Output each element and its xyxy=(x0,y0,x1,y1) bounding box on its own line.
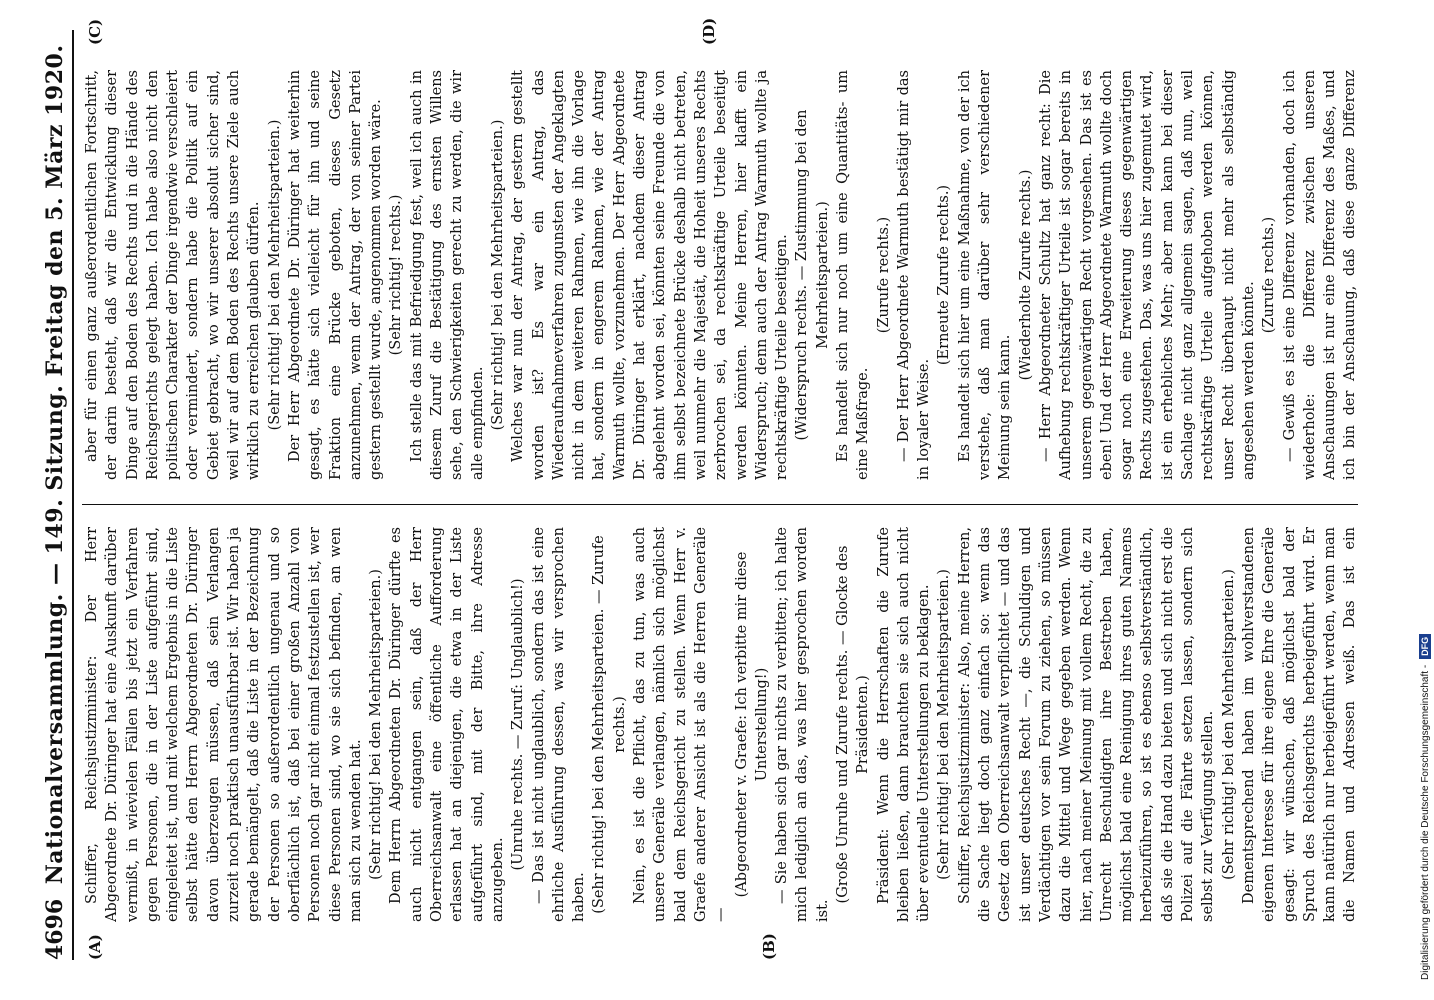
interjection: (Zurufe rechts.) xyxy=(1261,216,1278,334)
margin-marker-d: (D) xyxy=(700,17,718,45)
interjection: (Sehr richtig! bei den Mehrheitsparteien.) xyxy=(936,569,953,880)
interjection: (Unruhe rechts. — Zuruf: Unglaublich!) xyxy=(510,578,527,871)
digitization-credit xyxy=(1416,0,1434,1000)
paragraph: Präsident: Wenn die Herrschaften die Zurufe bleiben ließen, dann brauchten sie sich auch nicht über eventuelle Unterstellungen zu beklagen. xyxy=(875,527,933,922)
interjection: (Sehr richtig! bei den Mehrheitsparteien.) xyxy=(368,569,385,880)
margin-marker-a: (A) xyxy=(86,934,104,960)
paragraph: Der Herr Abgeordnete Dr. Düringer hat weiterhin gesagt, es hätte sich vielleicht für ihn und seine Fraktion eine Brücke geboten, dieses Gesetz anzunehmen, wenn der Antrag, der von seiner Partei gestern gestellt wurde, angenommen worden wäre. xyxy=(286,70,385,480)
paragraph: Es handelt sich hier um eine Maßnahme, von der ich verstehe, daß man darüber sehr verschiedener Meinung sein kann. xyxy=(956,70,1014,480)
paragraph: Schiffer, Reichsjustizminister: Der Herr Abgeordnete Dr. Düringer hat eine Auskunft darüber vermißt, in wievielen Fällen bis jetzt ein Verfahren gegen Personen, die in der Liste aufgeführt sind, eingeleitet ist, und mit welchem Ergebnis in die Liste selbst hätte den Herrn Abgeordneten Dr. Düringer davon überzeugen müssen, daß sein Verlangen zurzeit noch praktisch unausführbar ist. Wir haben ja gerade bemängelt, daß die Liste in der Bezeichnung der Personen so außerordentlich ungenau und so oberflächlich ist, daß bei einer großen Anzahl von Personen noch gar nicht einmal festzustellen ist, wer diese Personen sind, wo sie sich befinden, an wen man sich zu wenden hat. xyxy=(84,527,364,922)
interjection: (Sehr richtig! rechts.) xyxy=(388,194,405,356)
interjection: (Sehr richtig! bei den Mehrheitsparteien.) xyxy=(266,119,283,431)
interjection: (Sehr richtig! bei den Mehrheitsparteien.) xyxy=(1220,569,1237,880)
interjection: (Wiederholte Zurufe rechts.) xyxy=(1017,169,1034,381)
page-title: Nationalversammlung. — 149. Sitzung. Freitag den 5. März 1920. xyxy=(42,44,68,885)
interjection: (Große Unruhe und Zurufe rechts. — Glocke des Präsidenten.) xyxy=(834,545,872,904)
right-column xyxy=(82,70,1358,480)
paragraph: — Das ist nicht unglaublich, sondern das ist eine ehrliche Ausführung dessen, was wir versprochen haben. xyxy=(530,527,588,922)
credit-text: Digitalisierung gefördert durch die Deutsche Forschungsgemeinschaft - xyxy=(1419,664,1431,980)
header-rule xyxy=(72,30,74,960)
interjection: (Zurufe rechts.) xyxy=(875,216,892,334)
page-number: 4696 xyxy=(42,898,68,960)
margin-marker-c: (C) xyxy=(86,18,104,45)
dfg-logo: DFG xyxy=(1419,634,1431,659)
paragraph: — Der Herr Abgeordnete Warmuth bestätigt mir das in loyaler Weise. xyxy=(895,70,933,480)
interjection: (Erneute Zurufe rechts.) xyxy=(936,184,953,366)
paragraph: Schiffer, Reichsjustizminister: Also, meine Herren, die Sache liegt doch ganz einfach so: wenn das Gesetz den Oberreichsanwalt verpflichtet — und das ist unser deutsches Recht —, die Schuldigen und Verdächtigen vor sein Forum zu ziehen, so müssen dazu die Mittel und Wege gegeben werden. Wenn hier, nach meiner Meinung mit vollem Recht, die zu Unrecht Beschuldigten ihre Bestreben haben, möglichst bald eine Reinigung ihres guten Namens herbeizuführen, so ist es ebenso selbstverständlich, daß sie die Hand dazu bieten und sich nicht erst die Polizei auf die Fährte setzen lassen, sondern sich selbst zur Verfügung stellen. xyxy=(956,527,1217,922)
paragraph: Nein, es ist die Pflicht, das zu tun, was auch unsere Generäle verlangen, nämlich sich möglichst bald dem Reichsgericht zu stellen. Wenn Herr v. Graefe anderer Ansicht ist als die Herren Generäle — xyxy=(632,527,730,922)
paragraph: — Herr Abgeordneter Schultz hat ganz recht: Die Aufhebung rechtskräftiger Urteile ist sogar bereits in unserem gegenwärtigen Recht vorgesehen. Das ist es eben! Und der Herr Abgeordnete Warmuth wollte doch sogar noch eine Erweiterung dieses gegenwärtigen Rechts zugestehen. Das, was uns hier zugemutet wird, ist ein erhebliches Mehr; aber man kann bei dieser Sachlage nicht ganz allgemein sagen, daß nun, weil rechtskräftige Urteile aufgehoben werden können, unser Recht überhaupt nicht mehr als selbständig angesehen werden könnte. xyxy=(1037,70,1257,480)
paragraph: Dementsprechend haben im wohlverstandenen eigenen Interesse für ihre eigene Ehre die Generäle gesagt: wir wünschen, daß möglichst bald der Spruch des Reichsgerichts herbeigeführt wird. Er kann natürlich nur herbeigeführt werden, wenn man die Namen und Adressen weiß. Das ist ein xyxy=(1240,527,1358,922)
paragraph: Welches war nun der Antrag, der gestern gestellt worden ist? Es war ein Antrag, das Wiederaufnahmeverfahren zugunsten der Angeklagten nicht in dem weiteren Rahmen, wie ihn die Vorlage hat, sondern in engerem Rahmen, wie der Antrag Warmuth wollte, vorzunehmen. Der Herr Abgeordnete Dr. Düringer hat erklärt, nachdem dieser Antrag abgelehnt worden sei, könnten seine Freunde die von ihm selbst bezeichnete Brücke deshalb nicht betreten, weil nunmehr die Majestät, die Hoheit unseres Rechts zerbrochen sei, da rechtskräftige Urteile beseitigt werden könnten. Meine Herren, hier klafft ein Widerspruch; denn auch der Antrag Warmuth wollte ja rechtskräftige Urteile beseitigen. xyxy=(510,70,791,480)
left-column xyxy=(82,527,1358,922)
interjection: (Abgeordneter v. Graefe: Ich verbitte mir diese Unterstellung!) xyxy=(733,551,770,898)
page-header xyxy=(28,30,68,960)
paragraph: Dem Herrn Abgeordneten Dr. Düringer dürfte es auch nicht entgangen sein, daß der Herr Oberreichsanwalt eine öffentliche Aufforderung erlassen hat an diejenigen, die etwa in der Liste aufgeführt sind, mit der Bitte, ihre Adresse anzugeben. xyxy=(388,527,506,922)
interjection: (Widerspruch rechts. — Zustimmung bei den Mehrheitsparteien.) xyxy=(794,109,831,441)
paragraph: aber für einen ganz außerordentlichen Fortschritt, der darin besteht, daß wir die Entwicklung dieser Dinge auf den Boden des Rechts und in die Hände des Reichsgerichts gelegt haben. Ich habe also nicht den politischen Charakter der Dinge irgendwie verschleiert oder vermindert, sondern habe die Politik auf ein Gebiet gebracht, wo wir unserer absolut sicher sind, weil wir auf dem Boden des Rechts unsere Ziele auch wirklich zu erreichen glauben dürfen. xyxy=(84,70,263,480)
margin-marker-b: (B) xyxy=(760,933,778,960)
interjection: (Sehr richtig! bei den Mehrheitsparteien.) xyxy=(489,119,506,431)
paragraph: Ich stelle das mit Befriedigung fest, weil ich auch in diesem Zuruf die Bestätigung des ernsten Willens sehe, den Schwierigkeiten gerecht zu werden, die wir alle empfinden. xyxy=(408,70,486,480)
paragraph: — Sie haben sich gar nichts zu verbitten; ich halte mich lediglich an das, was hier gesprochen worden ist. xyxy=(774,527,831,922)
interjection: (Sehr richtig! bei den Mehrheitsparteien. — Zurufe rechts.) xyxy=(591,535,628,914)
paragraph: — Gewiß es ist eine Differenz vorhanden, doch ich wiederhole: die Differenz zwischen unseren Anschauungen ist nur eine Differenz des Maßes, und ich bin der Anschauung, daß diese ganze Differenz xyxy=(1281,70,1358,480)
paragraph: Es handelt sich nur noch um eine Quantitäts- um eine Maßfrage. xyxy=(834,70,872,480)
column-divider xyxy=(82,504,1358,505)
